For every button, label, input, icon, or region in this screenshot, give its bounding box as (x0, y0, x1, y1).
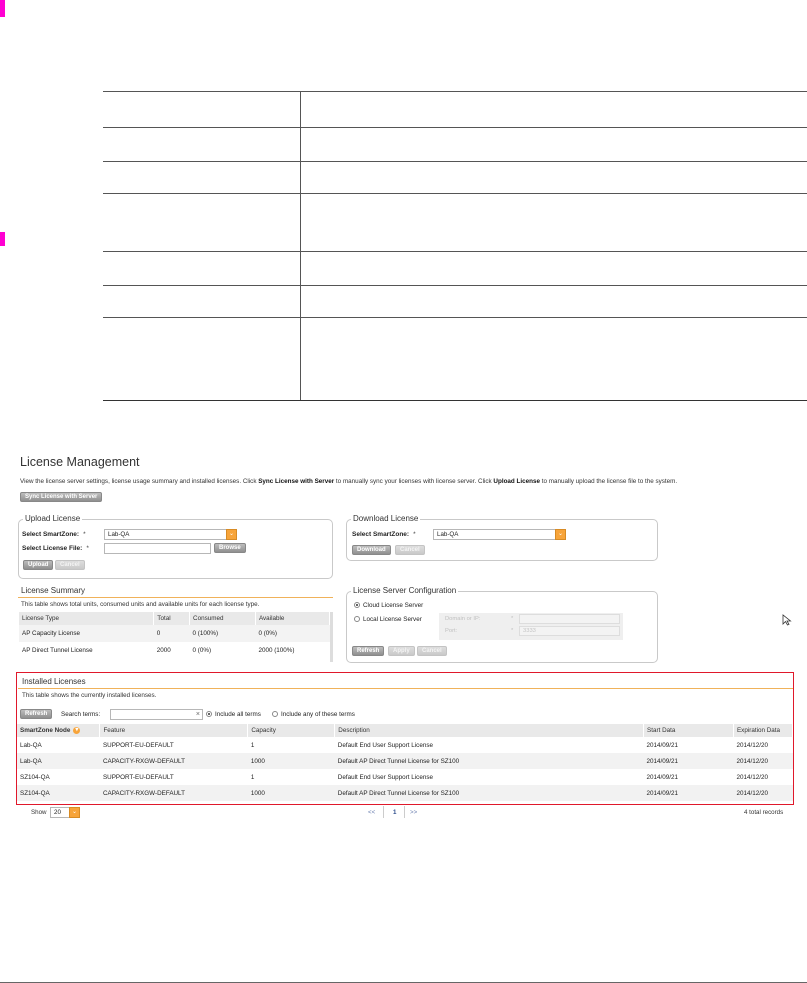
installed-licenses-table (17, 724, 793, 801)
table-cell: 2014/12/20 (733, 753, 792, 769)
next-page-link[interactable]: >> (410, 809, 418, 816)
chevron-down-icon[interactable]: ⌄ (226, 529, 237, 540)
column-header[interactable] (335, 724, 644, 737)
license-server-config-panel (346, 586, 658, 663)
table-cell: SUPPORT-EU-DEFAULT (102, 741, 174, 749)
server-refresh-button[interactable]: Refresh (352, 646, 384, 656)
select-smartzone-label (22, 531, 86, 538)
select-smartzone-label (352, 531, 416, 538)
table-body (17, 737, 793, 801)
include-any-terms-option[interactable] (272, 711, 355, 718)
table-rule (103, 251, 807, 252)
table-cell: 2014/09/21 (644, 753, 734, 769)
required-mark: * (83, 531, 86, 538)
local-server-fields (439, 613, 623, 640)
required-mark: * (511, 616, 514, 622)
column-header[interactable]: License Type (19, 612, 154, 625)
search-terms-label: Search terms: (61, 711, 101, 718)
intro-text-part: to manually upload the license file to the system. (539, 478, 678, 485)
table-cell: 2014/09/21 (646, 773, 679, 781)
table-rule (103, 193, 807, 194)
intro-text-part: View the license server settings, license usage summary and installed licenses. Click (20, 478, 259, 485)
column-header-label: Start Data (647, 727, 676, 735)
column-header-label: Expiration Data (736, 727, 781, 735)
download-license-legend: Download License (353, 514, 419, 523)
table-cell: 0 (0%) (192, 647, 212, 654)
select-value: 20 (54, 809, 61, 816)
required-mark: * (511, 628, 514, 634)
table-cell: 1 (250, 741, 255, 749)
intro-bold-upload: Upload License (493, 478, 540, 485)
option-label: Include all terms (215, 711, 261, 718)
table-rule (103, 317, 807, 318)
pager-divider (404, 806, 405, 818)
radio-selected-icon[interactable] (354, 602, 360, 608)
column-header[interactable]: Total (154, 612, 190, 625)
option-label: Local License Server (363, 616, 422, 623)
change-bar-marker (0, 232, 5, 246)
port-input[interactable]: 3333 (519, 626, 620, 636)
table-cell: SZ104-QA (17, 785, 100, 801)
search-input[interactable] (110, 709, 203, 720)
download-smartzone-select[interactable] (433, 529, 566, 540)
clear-icon[interactable]: × (195, 711, 200, 718)
installed-licenses-title: Installed Licenses (22, 677, 86, 686)
cloud-license-server-option[interactable] (354, 602, 423, 609)
column-header[interactable] (733, 724, 792, 737)
table-cell: Default AP Direct Tunnel License for SZ100 (335, 785, 644, 801)
table-cell: CAPACITY-RXGW-DEFAULT (100, 753, 248, 769)
table-cell: AP Direct Tunnel License (22, 647, 93, 654)
table-cell: 2014/12/20 (736, 773, 768, 781)
table-row[interactable] (17, 785, 793, 801)
upload-smartzone-select[interactable] (104, 529, 237, 540)
download-cancel-button[interactable]: Cancel (395, 545, 425, 555)
table-cell: Default AP Direct Tunnel License for SZ100 (335, 753, 644, 769)
upload-button[interactable]: Upload (23, 560, 53, 570)
domain-input[interactable] (519, 614, 620, 624)
select-value: Lab-QA (437, 531, 459, 538)
show-label: Show (31, 809, 47, 816)
column-header[interactable] (644, 724, 734, 737)
table-cell: 2000 (156, 647, 171, 654)
server-cancel-button[interactable]: Cancel (417, 646, 447, 656)
table-rule (103, 127, 807, 128)
intro-text-part: to manually sync your licenses with license server. Click (334, 478, 494, 485)
label-text: Select SmartZone: (352, 531, 410, 538)
include-all-terms-option[interactable] (206, 711, 261, 718)
table-cell: 0 (0%) (255, 625, 329, 642)
installed-refresh-button[interactable]: Refresh (20, 709, 52, 719)
table-row[interactable] (17, 769, 793, 785)
column-header-label: Description (338, 727, 370, 735)
table-cell: 1 (250, 773, 255, 781)
table-cell: 2000 (100%) (258, 647, 295, 654)
download-license-panel (346, 514, 658, 561)
label-text: Select License File: (22, 545, 83, 552)
table-rule (103, 91, 807, 92)
browse-button[interactable]: Browse (214, 543, 246, 553)
table-cell: SUPPORT-EU-DEFAULT (102, 773, 174, 781)
table-cell: 0 (154, 625, 190, 642)
license-file-input[interactable] (104, 543, 211, 554)
table-rule (103, 161, 807, 162)
sync-license-button[interactable]: Sync License with Server (20, 492, 102, 502)
sort-icon[interactable]: ▾ (75, 727, 79, 733)
table-cell: 2014/09/21 (646, 741, 679, 749)
license-summary-table (19, 612, 330, 659)
chevron-down-icon[interactable]: ⌄ (69, 807, 80, 818)
license-summary-description: This table shows total units, consumed units and available units for each license type. (21, 601, 260, 608)
change-bar-marker (0, 0, 5, 17)
blank-table (103, 91, 807, 401)
column-header-label: Feature (103, 727, 126, 735)
required-mark: * (86, 545, 89, 552)
table-cell: SZ104-QA (20, 773, 50, 781)
table-rule (103, 285, 807, 286)
table-body (19, 625, 330, 659)
column-header[interactable]: Consumed (190, 612, 256, 625)
table-row (19, 625, 330, 642)
table-cell: 0 (100%) (190, 625, 256, 642)
local-license-server-option[interactable] (354, 616, 422, 623)
table-cell: AP Capacity License (19, 625, 154, 642)
column-header-label: SmartZone Node (20, 727, 71, 735)
license-server-config-legend: License Server Configuration (353, 586, 457, 595)
chevron-down-icon[interactable]: ⌄ (555, 529, 566, 540)
license-summary-title: License Summary (21, 586, 86, 595)
current-page[interactable]: 1 (393, 809, 397, 816)
column-header-label: Capacity (251, 727, 276, 735)
radio-icon[interactable] (272, 711, 278, 717)
radio-selected-icon[interactable] (206, 711, 212, 717)
scrollbar[interactable] (330, 612, 333, 662)
section-underline (18, 597, 333, 598)
table-header-row (19, 612, 330, 625)
required-mark: * (413, 531, 416, 538)
column-header[interactable]: Available (255, 612, 329, 625)
option-label: Cloud License Server (363, 602, 424, 609)
installed-licenses-description: This table shows the currently installed licenses. (22, 692, 157, 699)
intro-bold-sync: Sync License with Server (258, 478, 335, 485)
pager-divider (383, 806, 384, 818)
total-records: 4 total records (744, 809, 784, 816)
table-column-divider (300, 91, 301, 400)
select-license-file-label (22, 545, 89, 552)
table-row[interactable] (17, 753, 793, 769)
table-cell: Default End User Support License (337, 741, 433, 749)
table-cell: 1000 (248, 753, 335, 769)
option-label: Include any of these terms (281, 711, 355, 718)
upload-license-legend: Upload License (25, 514, 81, 523)
column-header[interactable] (248, 724, 335, 737)
download-button[interactable]: Download (352, 545, 391, 555)
server-apply-button[interactable]: Apply (388, 646, 415, 656)
page-size-select[interactable] (50, 807, 80, 818)
table-cell: 2014/09/21 (644, 785, 734, 801)
table-cell: Lab-QA (17, 753, 100, 769)
table-cell: Lab-QA (20, 741, 42, 749)
table-row[interactable] (17, 737, 793, 753)
mouse-pointer-icon (782, 614, 792, 626)
table-cell: 1000 (248, 785, 335, 801)
select-value: Lab-QA (108, 531, 130, 538)
label-text: Select SmartZone: (22, 531, 80, 538)
table-cell: 2014/12/20 (733, 785, 792, 801)
prev-page-link[interactable]: << (368, 809, 376, 816)
table-row (19, 642, 330, 659)
upload-cancel-button[interactable]: Cancel (55, 560, 85, 570)
radio-icon[interactable] (354, 616, 360, 622)
upload-license-panel (18, 514, 333, 579)
table-header-row (17, 724, 793, 737)
column-header[interactable] (17, 724, 100, 737)
section-underline (18, 688, 793, 689)
table-cell: 2014/12/20 (736, 741, 768, 749)
column-header[interactable] (100, 724, 248, 737)
port-label: Port: (445, 628, 458, 634)
table-cell: Default End User Support License (337, 773, 433, 781)
table-cell: CAPACITY-RXGW-DEFAULT (100, 785, 248, 801)
domain-label: Domain or IP: (445, 616, 481, 622)
intro-text (20, 478, 677, 485)
page-title: License Management (20, 455, 140, 469)
